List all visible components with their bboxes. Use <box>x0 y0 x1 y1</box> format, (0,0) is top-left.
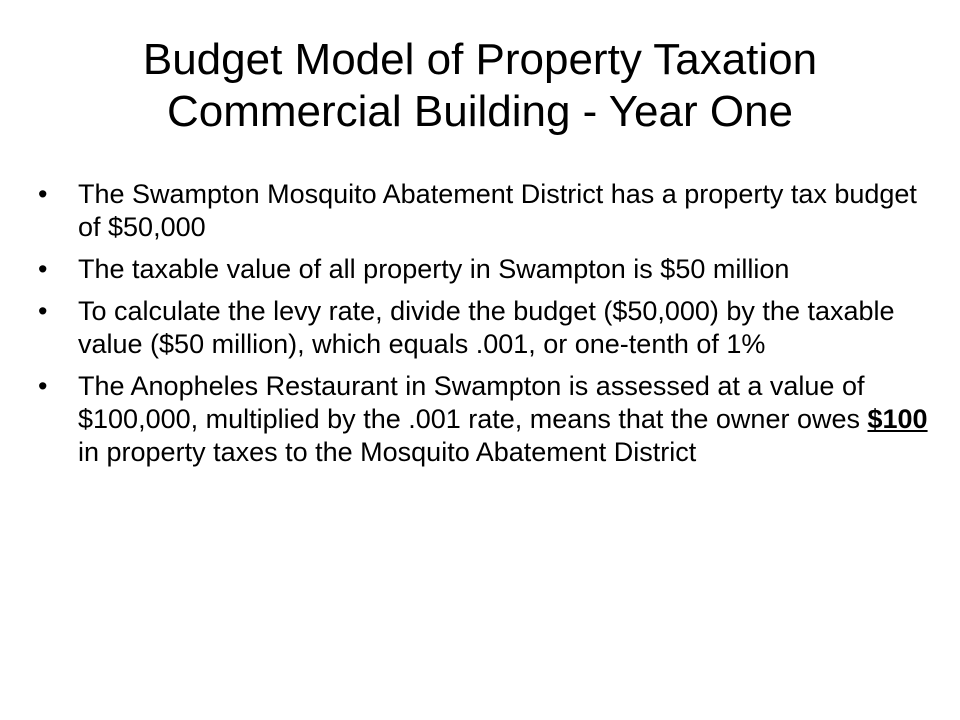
slide-title <box>40 34 920 138</box>
tax-owed-amount: $100 <box>867 404 928 434</box>
bullet-text: To calculate the levy rate, divide the budget ($50,000) by the taxable value ($50 million), which equals .001, or one-tenth of 1% <box>78 296 895 359</box>
bullet-text: The taxable value of all property in Swampton is $50 million <box>78 254 790 284</box>
bullet-item-restaurant <box>30 370 930 469</box>
bullet-text-before: The Anopheles Restaurant in Swampton is assessed at a value of $100,000, multiplied by the .001 rate, means that the owner owes <box>78 371 868 434</box>
bullet-text-after: in property taxes to the Mosquito Abatement District <box>78 437 697 467</box>
slide-title-line-1: Budget Model of Property Taxation <box>142 35 818 84</box>
slide-title-line-2: Commercial Building - Year One <box>166 87 794 136</box>
bullet-marker: • <box>38 371 48 401</box>
bullet-item-levy-rate <box>30 295 930 361</box>
bullet-item-budget <box>30 178 930 244</box>
bullet-marker: • <box>38 296 48 326</box>
bullet-marker: • <box>38 254 48 284</box>
bullet-text <box>78 371 928 467</box>
bullet-list <box>30 178 930 478</box>
bullet-text: The Swampton Mosquito Abatement District has a property tax budget of $50,000 <box>78 179 917 242</box>
bullet-marker: • <box>38 179 48 209</box>
bullet-item-taxable-value <box>30 253 930 286</box>
